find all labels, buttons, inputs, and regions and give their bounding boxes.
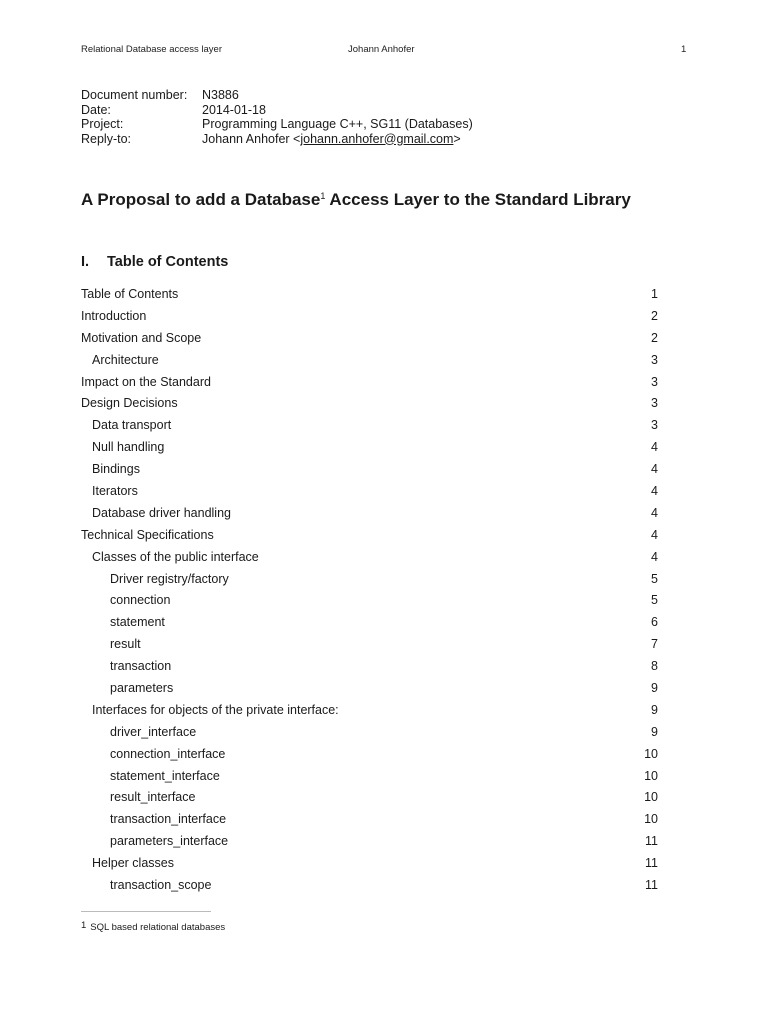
toc-entry[interactable] (81, 681, 658, 703)
toc-entry-page: 1 (651, 287, 658, 301)
toc-entry-label: Technical Specifications (81, 527, 214, 542)
toc-entry[interactable] (81, 834, 658, 856)
toc-entry-page: 11 (645, 856, 658, 871)
toc-entry-label: Data transport (92, 418, 172, 433)
footnote-marker: 1 (81, 920, 87, 931)
toc-entry-page: 3 (651, 352, 658, 367)
toc-entry[interactable] (81, 725, 658, 747)
footnote-divider (81, 911, 211, 912)
document-title (81, 190, 631, 210)
toc-entry-label: Helper classes (92, 856, 174, 871)
toc-entry[interactable] (81, 659, 658, 681)
toc-entry-label: Driver registry/factory (110, 571, 229, 586)
toc-entry-page: 10 (644, 812, 658, 827)
title-part-2: Access Layer to the Standard Library (325, 190, 631, 209)
toc-entry[interactable] (81, 396, 658, 418)
toc-entry-page: 2 (651, 330, 658, 345)
toc-entry-label: Architecture (92, 352, 159, 367)
toc-entry-page: 6 (651, 615, 658, 630)
toc-entry-label: Database driver handling (92, 505, 231, 520)
toc-entry-label: Table of Contents (81, 287, 179, 301)
footnote-reference[interactable]: 1 (320, 191, 326, 201)
toc-entry-label: Impact on the Standard (81, 374, 211, 389)
toc-entry-label: Null handling (92, 440, 165, 455)
toc-entry[interactable] (81, 812, 658, 834)
meta-label: Date: (81, 102, 111, 117)
toc-entry[interactable] (81, 462, 658, 484)
toc-entry[interactable] (81, 287, 658, 309)
document-metadata (81, 88, 473, 146)
toc-entry[interactable] (81, 637, 658, 659)
toc-entry-label: statement (110, 615, 165, 630)
toc-entry[interactable] (81, 790, 658, 812)
toc-entry-label: connection (110, 593, 171, 608)
meta-row-doc-number (81, 88, 473, 103)
toc-entry-page: 9 (651, 702, 658, 717)
running-header-title: Relational Database access layer (81, 44, 222, 55)
toc-entry-label: Interfaces for objects of the private interface: (92, 702, 339, 717)
toc-entry[interactable] (81, 375, 658, 397)
toc-entry-label: transaction_interface (110, 812, 227, 827)
date-value: 2014-01-18 (202, 102, 266, 117)
reply-email-link[interactable]: johann.anhofer@gmail.com (300, 131, 454, 146)
table-of-contents (81, 287, 658, 900)
meta-label: Document number: (81, 88, 188, 102)
title-part-1: A Proposal to add a Database (81, 190, 321, 209)
toc-entry[interactable] (81, 418, 658, 440)
toc-entry-label: Motivation and Scope (81, 330, 202, 345)
meta-row-reply-to (81, 132, 473, 147)
toc-entry-page: 2 (651, 308, 658, 323)
toc-entry-label: Classes of the public interface (92, 549, 259, 564)
toc-entry[interactable] (81, 484, 658, 506)
toc-entry[interactable] (81, 856, 658, 878)
meta-row-date (81, 103, 473, 118)
toc-entry-page: 5 (651, 571, 658, 586)
toc-entry[interactable] (81, 309, 658, 331)
toc-entry-label: Iterators (92, 484, 138, 499)
toc-entry-page: 3 (651, 396, 658, 411)
toc-entry[interactable] (81, 769, 658, 791)
toc-entry[interactable] (81, 747, 658, 769)
meta-label: Reply-to: (81, 131, 132, 146)
page-number: 1 (681, 44, 687, 55)
toc-entry-label: transaction_scope (110, 878, 212, 893)
meta-label: Project: (81, 117, 124, 131)
toc-entry-page: 11 (645, 834, 658, 849)
reply-to-value (202, 132, 461, 147)
section-title: Table of Contents (107, 254, 229, 270)
toc-entry-page: 9 (651, 681, 658, 696)
reply-close: > (453, 131, 461, 146)
toc-entry-page: 5 (651, 593, 658, 608)
toc-entry-label: Bindings (92, 462, 140, 477)
section-heading (81, 254, 228, 270)
toc-entry[interactable] (81, 615, 658, 637)
toc-entry[interactable] (81, 528, 658, 550)
toc-entry[interactable] (81, 331, 658, 353)
reply-name: Johann Anhofer < (202, 131, 301, 146)
toc-entry-label: transaction (110, 659, 172, 674)
toc-entry-page: 8 (651, 659, 658, 674)
toc-entry-page: 4 (651, 505, 658, 520)
running-header-author: Johann Anhofer (348, 44, 415, 55)
toc-entry-label: result_interface (110, 790, 196, 805)
toc-entry-label: statement_interface (110, 768, 220, 783)
toc-entry[interactable] (81, 506, 658, 528)
footnote (81, 922, 225, 933)
toc-entry-page: 10 (644, 746, 658, 761)
toc-entry-page: 4 (651, 462, 658, 477)
toc-entry-page: 7 (651, 637, 658, 652)
toc-entry-page: 4 (651, 484, 658, 499)
toc-entry[interactable] (81, 440, 658, 462)
toc-entry-page: 3 (651, 418, 658, 433)
toc-entry[interactable] (81, 878, 658, 900)
toc-entry-label: parameters (110, 681, 174, 696)
toc-entry-page: 3 (651, 374, 658, 389)
doc-number-value: N3886 (202, 88, 239, 102)
toc-entry-page: 10 (644, 790, 658, 805)
toc-entry-label: Introduction (81, 308, 147, 323)
toc-entry[interactable] (81, 593, 658, 615)
project-value: Programming Language C++, SG11 (Databases) (202, 117, 473, 131)
toc-entry-page: 4 (651, 549, 658, 564)
toc-entry-page: 11 (645, 878, 658, 893)
toc-entry-label: Design Decisions (81, 396, 178, 411)
toc-entry-page: 10 (644, 768, 658, 783)
toc-entry[interactable] (81, 572, 658, 594)
toc-entry[interactable] (81, 353, 658, 375)
meta-row-project (81, 117, 473, 132)
toc-entry-label: parameters_interface (110, 834, 229, 849)
toc-entry-label: result (110, 637, 141, 652)
toc-entry-label: connection_interface (110, 746, 226, 761)
toc-entry[interactable] (81, 550, 658, 572)
toc-entry-page: 4 (651, 440, 658, 455)
footnote-text: SQL based relational databases (90, 922, 226, 933)
toc-entry-page: 4 (651, 527, 658, 542)
toc-entry-label: driver_interface (110, 724, 197, 739)
toc-entry[interactable] (81, 703, 658, 725)
toc-entry-page: 9 (651, 724, 658, 739)
section-number: I. (81, 254, 90, 270)
